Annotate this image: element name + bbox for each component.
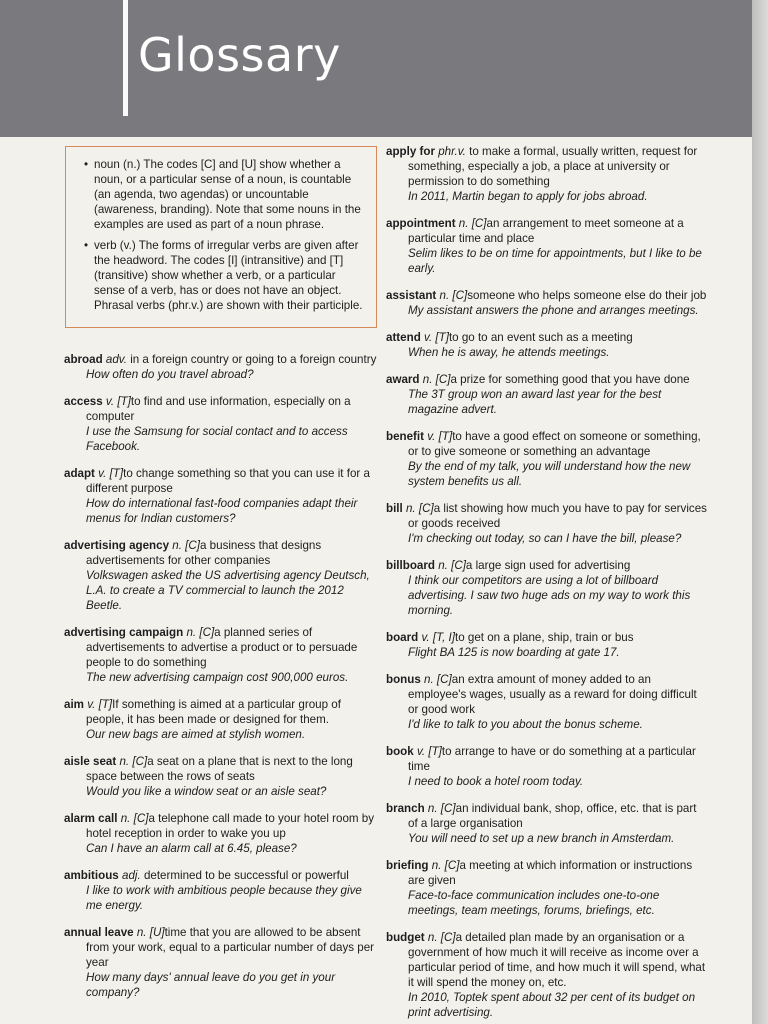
entry-part-of-speech: adj. (122, 869, 141, 882)
entry-definition: time that you are allowed to be absent from your work, equal to a particular number of days per year (86, 926, 375, 969)
entry-definition: to find and use information, especially on a computer (86, 395, 351, 423)
entry-part-of-speech: n. (422, 373, 433, 386)
entry-grammar-code: [C] (132, 755, 148, 768)
entry-grammar-code: [C] (436, 673, 452, 686)
entry-definition: in a foreign country or going to a foreign country (130, 353, 377, 366)
entry-headword: assistant (386, 289, 437, 302)
entry-example: How do international fast-food companies adapt their menus for Indian customers? (86, 497, 358, 525)
entry-example: I like to work with ambitious people because they give me energy. (86, 884, 362, 912)
entry-part-of-speech: v. (416, 745, 426, 758)
bullet-icon: • (84, 158, 89, 171)
entry-headword: annual leave (64, 926, 134, 939)
entry-part-of-speech: n. (438, 559, 448, 572)
entry-part-of-speech: v. (421, 631, 430, 644)
entry-grammar-code: [C] (451, 559, 466, 572)
entry-definition: to arrange to have or do something at a particular time (408, 745, 696, 773)
entry-headword: aisle seat (64, 755, 117, 768)
entry-part-of-speech: phr.v. (438, 145, 466, 158)
entry-definition: determined to be successful or powerful (143, 869, 349, 882)
entry-grammar-code: [T] (438, 430, 453, 443)
entry-example: My assistant answers the phone and arranges meetings. (408, 304, 699, 317)
right-column (386, 144, 708, 1024)
entry-part-of-speech: n. (119, 755, 130, 768)
entry-example: I use the Samsung for social contact and to access Facebook. (86, 425, 348, 453)
entry-definition-line (64, 625, 378, 670)
entry-definition-line (386, 429, 708, 459)
page-edge-shadow (752, 0, 768, 1024)
entry-part-of-speech: v. (87, 698, 96, 711)
entry-definition: to make a formal, usually written, request for something, especially a job, a place at university or permission to do something (408, 145, 698, 188)
entry-definition: to get on a plane, ship, train or bus (454, 631, 634, 644)
entry-grammar-code: [U] (149, 926, 165, 939)
entry-definition-line (64, 811, 378, 841)
left-entry-list (64, 352, 378, 1000)
glossary-entry (386, 288, 708, 318)
entry-part-of-speech: v. (427, 430, 436, 443)
entry-example: Would you like a window seat or an aisle seat? (86, 785, 327, 798)
entry-grammar-code: [C] (133, 812, 149, 825)
entry-part-of-speech: n. (405, 502, 416, 515)
entry-part-of-speech: n. (424, 673, 434, 686)
entry-headword: appointment (386, 217, 456, 230)
glossary-entry (386, 429, 708, 489)
glossary-entry (64, 754, 378, 799)
entry-grammar-code: [C] (440, 802, 456, 815)
entry-definition-line (386, 801, 708, 831)
entry-definition: a large sign used for advertising (465, 559, 631, 572)
entry-headword: access (64, 395, 103, 408)
entry-part-of-speech: n. (427, 931, 438, 944)
entry-example: You will need to set up a new branch in Amsterdam. (408, 832, 675, 845)
entry-headword: branch (386, 802, 425, 815)
entry-grammar-code: [T] (435, 331, 449, 344)
entry-definition-line (64, 352, 378, 367)
entry-definition: an arrangement to meet someone at a particular time and place (408, 217, 684, 245)
entry-grammar-code: [C] (435, 373, 451, 386)
entry-grammar-code: [T] (117, 395, 131, 408)
entry-headword: abroad (64, 353, 103, 366)
entry-definition-line (64, 754, 378, 784)
entry-definition-line (386, 858, 708, 888)
entry-example: How many days' annual leave do you get in your company? (86, 971, 336, 999)
entry-grammar-code: [C] (199, 626, 215, 639)
entry-grammar-code: [C] (440, 931, 456, 944)
entry-headword: award (386, 373, 420, 386)
entry-definition-line (386, 930, 708, 990)
entry-definition: If something is aimed at a particular group of people, it has been made or designed for them. (86, 698, 341, 726)
entry-headword: attend (386, 331, 421, 344)
entry-headword: adapt (64, 467, 95, 480)
entry-grammar-code: [T, I] (432, 631, 455, 644)
glossary-entry (386, 144, 708, 204)
entry-part-of-speech: n. (120, 812, 131, 825)
glossary-entry (64, 925, 378, 1000)
entry-grammar-code: [C] (418, 502, 434, 515)
entry-example: I'm checking out today, so can I have the bill, please? (408, 532, 682, 545)
glossary-entry (386, 330, 708, 360)
entry-headword: briefing (386, 859, 429, 872)
entry-headword: budget (386, 931, 425, 944)
glossary-entry (64, 697, 378, 742)
entry-definition-line (386, 144, 708, 189)
entry-headword: board (386, 631, 419, 644)
entry-example: In 2010, Toptek spent about 32 per cent of its budget on print advertising. (408, 991, 696, 1019)
entry-part-of-speech: adv. (105, 353, 127, 366)
entry-definition-line (386, 288, 708, 303)
entry-definition-line (386, 372, 708, 387)
entry-definition: a seat on a plane that is next to the long space between the rows of seats (86, 755, 353, 783)
glossary-entry (386, 216, 708, 276)
glossary-entry (386, 672, 708, 732)
entry-example: I need to book a hotel room today. (408, 775, 584, 788)
glossary-entry (386, 372, 708, 417)
entry-definition-line (64, 697, 378, 727)
glossary-entry (64, 868, 378, 913)
header-accent-bar (123, 0, 128, 116)
page-title: Glossary (138, 28, 341, 82)
entry-definition: a telephone call made to your hotel room by hotel reception in order to wake you up (86, 812, 375, 840)
glossary-entry (386, 801, 708, 846)
entry-part-of-speech: n. (431, 859, 442, 872)
right-entry-list (386, 144, 708, 1020)
entry-example: Flight BA 125 is now boarding at gate 17. (408, 646, 620, 659)
entry-grammar-code: [C] (444, 859, 460, 872)
usage-note-box (65, 146, 377, 328)
entry-definition-line (386, 216, 708, 246)
entry-definition: an extra amount of money added to an employee's wages, usually as a reward for doing difficult or good work (408, 673, 697, 716)
entry-part-of-speech: v. (98, 467, 107, 480)
entry-headword: ambitious (64, 869, 119, 882)
entry-part-of-speech: v. (105, 395, 115, 408)
entry-definition-line (64, 394, 378, 424)
header-band (0, 0, 752, 137)
entry-definition: someone who helps someone else do their job (467, 289, 707, 302)
entry-definition-line (64, 466, 378, 496)
entry-example: How often do you travel abroad? (86, 368, 254, 381)
entry-definition: a detailed plan made by an organisation or a government of how much it will receive as income over a particular period of time, and how much it will spend, what it will spend the money on, etc. (408, 931, 706, 989)
entry-definition: to change something so that you can use it for a different purpose (86, 467, 370, 495)
entry-grammar-code: [T] (109, 467, 124, 480)
entry-part-of-speech: v. (424, 331, 433, 344)
glossary-entry (386, 858, 708, 918)
glossary-entry (64, 625, 378, 685)
entry-definition: a business that designs advertisements for other companies (86, 539, 322, 567)
entry-example: Our new bags are aimed at stylish women. (86, 728, 306, 741)
entry-part-of-speech: n. (172, 539, 182, 552)
entry-definition-line (386, 330, 708, 345)
entry-definition: a planned series of advertisements to advertise a product or to persuade people to do something (86, 626, 358, 669)
entry-example: Selim likes to be on time for appointments, but I like to be early. (408, 247, 702, 275)
entry-grammar-code: [C] (185, 539, 200, 552)
entry-example: The new advertising campaign cost 900,000 euros. (86, 671, 349, 684)
entry-grammar-code: [T] (98, 698, 113, 711)
entry-example: Volkswagen asked the US advertising agency Deutsch, L.A. to create a TV commercial to launch the 2012 Beetle. (86, 569, 370, 612)
entry-headword: bill (386, 502, 403, 515)
entry-example: By the end of my talk, you will understand how the new system benefits us all. (408, 460, 691, 488)
glossary-entry (64, 538, 378, 613)
entry-definition-line (64, 868, 378, 883)
glossary-entry (64, 811, 378, 856)
entry-definition: a prize for something good that you have done (450, 373, 690, 386)
entry-definition: to go to an event such as a meeting (448, 331, 633, 344)
bullet-icon: • (84, 239, 89, 252)
entry-headword: bonus (386, 673, 421, 686)
glossary-entry (386, 558, 708, 618)
entry-definition-line (386, 630, 708, 645)
entry-example: The 3T group won an award last year for the best magazine advert. (408, 388, 662, 416)
note-noun: • noun (n.) The codes [C] and [U] show whether a noun, or a particular sense of a noun, is countable (an agenda, two agendas) or uncountable (awareness, branding). Note that some nouns in the examples are used as part of a noun phrase. (84, 158, 361, 231)
left-column (64, 142, 378, 1012)
entry-example: I'd like to talk to you about the bonus scheme. (408, 718, 643, 731)
entry-example: Face-to-face communication includes one-to-one meetings, team meetings, forums, briefings, etc. (408, 889, 660, 917)
entry-definition: to have a good effect on someone or something, or to give someone or something an advantage (408, 430, 701, 458)
entry-definition: a list showing how much you have to pay for services or goods received (408, 502, 707, 530)
entry-definition-line (64, 538, 378, 568)
entry-grammar-code: [T] (428, 745, 442, 758)
entry-headword: book (386, 745, 414, 758)
glossary-entry (386, 744, 708, 789)
glossary-entry (64, 394, 378, 454)
entry-example: Can I have an alarm call at 6.45, please? (86, 842, 297, 855)
entry-grammar-code: [C] (452, 289, 468, 302)
entry-definition-line (386, 672, 708, 717)
entry-headword: advertising agency (64, 539, 170, 552)
glossary-entry (386, 501, 708, 546)
entry-example: I think our competitors are using a lot of billboard advertising. I saw two huge ads on my way to work this morning. (408, 574, 691, 617)
entry-part-of-speech: n. (439, 289, 450, 302)
entry-headword: aim (64, 698, 84, 711)
entry-headword: apply for (386, 145, 435, 158)
glossary-entry (64, 352, 378, 382)
entry-headword: billboard (386, 559, 435, 572)
entry-headword: advertising campaign (64, 626, 184, 639)
entry-part-of-speech: n. (427, 802, 438, 815)
entry-definition-line (64, 925, 378, 970)
entry-example: In 2011, Martin began to apply for jobs abroad. (408, 190, 648, 203)
entry-part-of-speech: n. (136, 926, 147, 939)
entry-example: When he is away, he attends meetings. (408, 346, 610, 359)
glossary-entry (64, 466, 378, 526)
entry-headword: benefit (386, 430, 425, 443)
entry-definition: a meeting at which information or instructions are given (408, 859, 693, 887)
entry-part-of-speech: n. (186, 626, 197, 639)
entry-definition-line (386, 744, 708, 774)
entry-part-of-speech: n. (458, 217, 469, 230)
entry-grammar-code: [C] (471, 217, 487, 230)
entry-definition: an individual bank, shop, office, etc. that is part of a large organisation (408, 802, 697, 830)
entry-headword: alarm call (64, 812, 118, 825)
entry-definition-line (386, 558, 708, 573)
entry-definition-line (386, 501, 708, 531)
note-verb: • verb (v.) The forms of irregular verbs are given after the headword. The codes [I] (intransitive) and [T] (transitive) show whether a verb, or a particular sense of a verb, has or does not have an object. Phrasal verbs (phr.v.) are shown with their participle. (84, 239, 363, 312)
glossary-entry (386, 930, 708, 1020)
glossary-entry (386, 630, 708, 660)
